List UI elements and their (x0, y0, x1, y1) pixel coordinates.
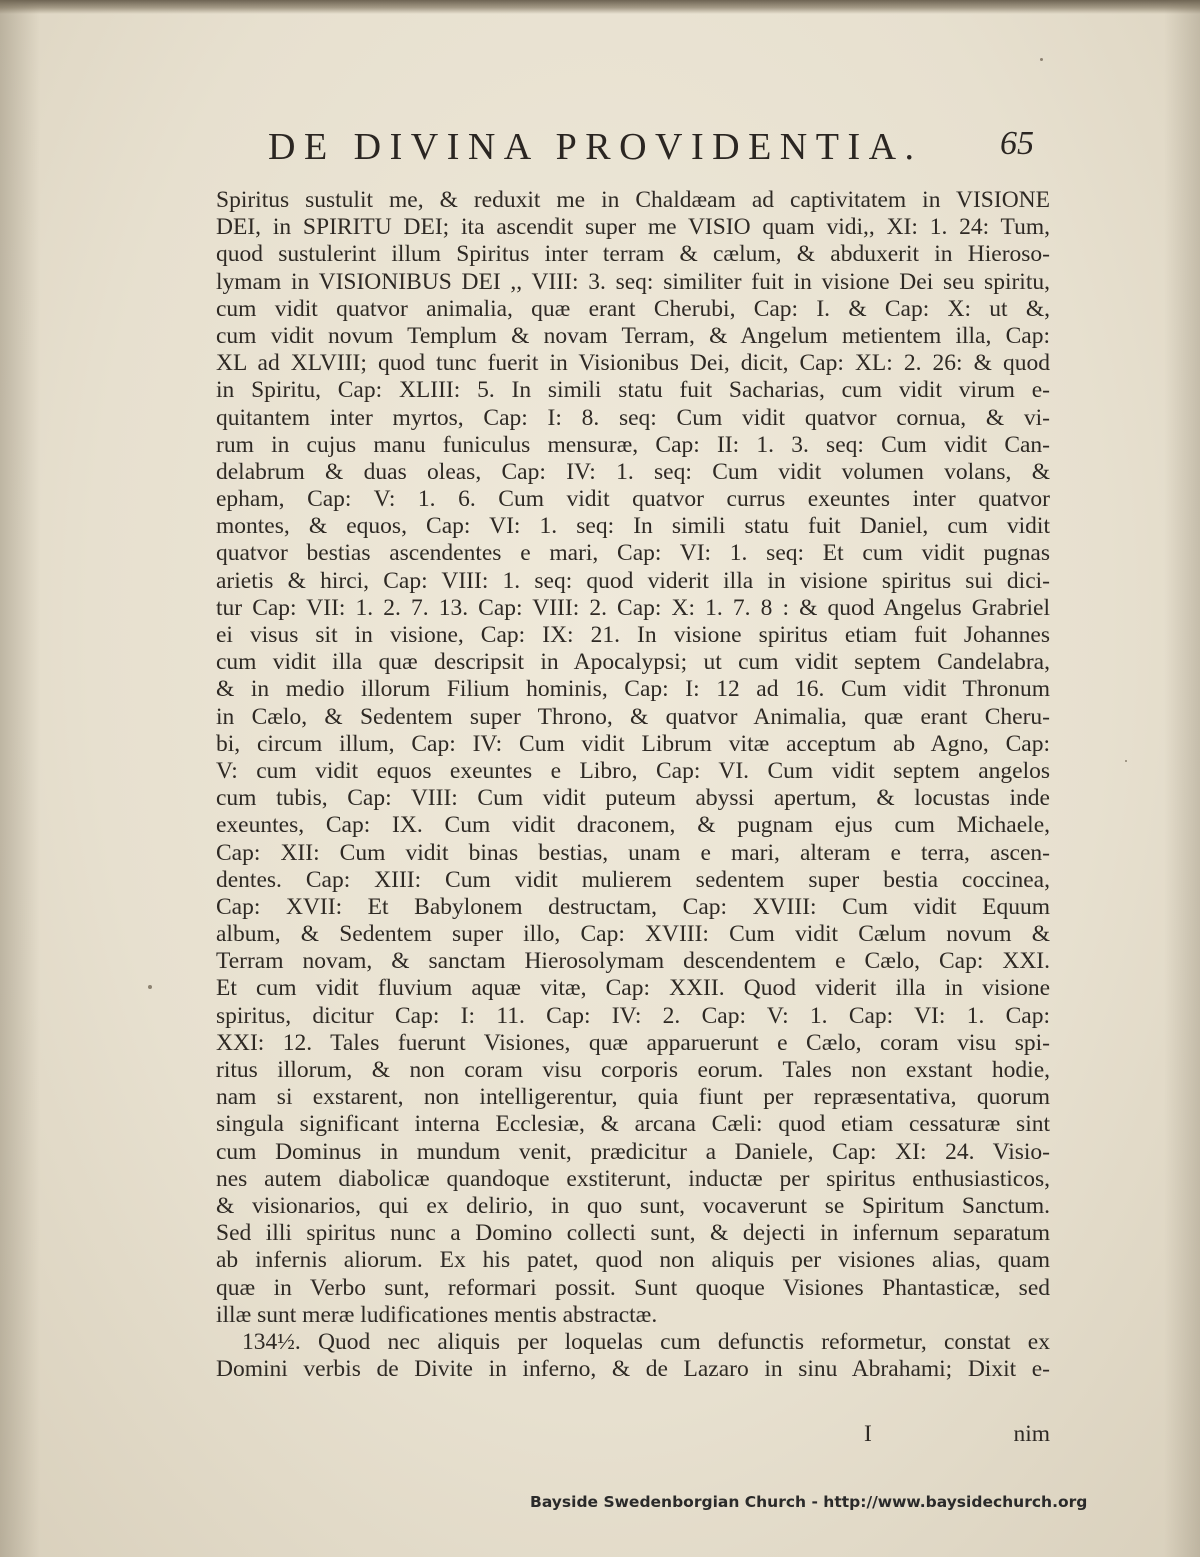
text-line: Spiritus sustulit me, & reduxit me in Chaldæam ad captivitatem in VISIONE (216, 187, 1050, 213)
text-line: exeuntes, Cap: IX. Cum vidit draconem, & pugnam ejus cum Michaele, (216, 812, 1050, 839)
text-line: cum vidit illa quæ descripsit in Apocalypsi; ut cum vidit septem Candelabra, (216, 649, 1050, 676)
paper-speck (1040, 58, 1043, 61)
text-line: quitantem inter myrtos, Cap: I: 8. seq: Cum vidit quatvor cornua, & vi- (216, 404, 1050, 431)
page-left-shadow (0, 0, 40, 1557)
text-line: ab infernis aliorum. Ex his patet, quod non aliquis per visiones alias, quam (216, 1247, 1050, 1274)
signature-mark: I (864, 1421, 872, 1447)
text-line: epham, Cap: V: 1. 6. Cum vidit quatvor currus exeuntes inter quatvor (216, 486, 1050, 513)
text-line: arietis & hirci, Cap: VIII: 1. seq: quod viderit illa in visione spiritus sui dici- (216, 567, 1050, 594)
text-line: Cap: XVII: Et Babylonem destructam, Cap: XVIII: Cum vidit Equum (216, 893, 1050, 920)
text-line: V: cum vidit equos exeuntes e Libro, Cap: VI. Cum vidit septem angelos (216, 757, 1050, 784)
text-line: ritus illorum, & non coram visu corporis eorum. Tales non exstant hodie, (216, 1057, 1050, 1083)
text-line: tur Cap: VII: 1. 2. 7. 13. Cap: VIII: 2. Cap: X: 1. 7. 8 : & quod Angelus Grabriel (216, 594, 1050, 621)
text-line: singula significant interna Ecclesiæ, & arcana Cæli: quod etiam cessaturæ sint (216, 1111, 1050, 1138)
text-line: Cap: XII: Cum vidit binas bestias, unam e mari, alteram e terra, ascen- (216, 839, 1050, 866)
text-line: bi, circum illum, Cap: IV: Cum vidit Librum vitæ acceptum ab Agno, Cap: (216, 730, 1050, 757)
text-line: nam si exstarent, non intelligerentur, quia fiunt per repræsentativa, quorum (216, 1084, 1050, 1111)
text-line: cum vidit quatvor animalia, quæ erant Cherubi, Cap: I. & Cap: X: ut &, (216, 295, 1050, 322)
text-line: spiritus, dicitur Cap: I: 11. Cap: IV: 2. Cap: V: 1. Cap: VI: 1. Cap: (216, 1002, 1050, 1029)
text-line: delabrum & duas oleas, Cap: IV: 1. seq: Cum vidit volumen volans, & (216, 458, 1050, 485)
text-line: DEI, in SPIRITU DEI; ita ascendit super me VISIO quam vidi,, XI: 1. 24: Tum, (216, 214, 1050, 241)
text-line: nes autem diabolicæ quandoque exstiterunt, inductæ per spiritus enthusiasticos, (216, 1165, 1050, 1192)
page-number: 65 (1000, 125, 1034, 162)
page-top-edge (0, 0, 1200, 14)
text-line: cum Dominus in mundum venit, prædicitur a Daniele, Cap: XI: 24. Visio- (216, 1138, 1050, 1165)
text-line: in Spiritu, Cap: XLIII: 5. In simili statu fuit Sacharias, cum vidit virum e- (216, 377, 1050, 404)
text-line: quod sustulerint illum Spiritus inter terram & cælum, & abduxerit in Hieroso- (216, 241, 1050, 268)
text-line: XL ad XLVIII; quod tunc fuerit in Visionibus Dei, dicit, Cap: XL: 2. 26: & quod (216, 350, 1050, 377)
text-line: dentes. Cap: XIII: Cum vidit mulierem sedentem super bestia coccinea, (216, 866, 1050, 893)
text-line: montes, & equos, Cap: VI: 1. seq: In simili statu fuit Daniel, cum vidit (216, 513, 1050, 540)
text-line: Sed illi spiritus nunc a Domino collecti sunt, & dejecti in infernum separatum (216, 1220, 1050, 1247)
text-line: lymam in VISIONIBUS DEI ,, VIII: 3. seq: similiter fuit in visione Dei seu spiritu, (216, 268, 1050, 295)
body-text (216, 187, 1050, 1383)
catch-row (216, 1421, 1050, 1451)
text-line: XXI: 12. Tales fuerunt Visiones, quæ apparuerunt e Cælo, coram visu spi- (216, 1029, 1050, 1056)
text-line: 134½. Quod nec aliquis per loquelas cum defunctis reformetur, constat ex (242, 1328, 1050, 1355)
text-line: Terram novam, & sanctam Hierosolymam descendentem e Cælo, Cap: XXI. (216, 948, 1050, 975)
running-title: DE DIVINA PROVIDENTIA. (268, 126, 923, 168)
text-line: cum vidit novum Templum & novam Terram, & Angelum metientem illa, Cap: (216, 322, 1050, 349)
text-line: quatvor bestias ascendentes e mari, Cap: VI: 1. seq: Et cum vidit pugnas (216, 540, 1050, 567)
text-line: album, & Sedentem super illo, Cap: XVIII: Cum vidit Cælum novum & (216, 921, 1050, 948)
paper-speck (1125, 760, 1127, 762)
text-line: illæ sunt meræ ludificationes mentis abstractæ. (216, 1301, 658, 1328)
text-line: Domini verbis de Divite in inferno, & de Lazaro in sinu Abrahami; Dixit e- (216, 1356, 1050, 1383)
text-line: rum in cujus manu funiculus mensuræ, Cap: II: 1. 3. seq: Cum vidit Can- (216, 431, 1050, 458)
text-line: cum tubis, Cap: VIII: Cum vidit puteum abyssi apertum, & locustas inde (216, 785, 1050, 812)
text-line: & in medio illorum Filium hominis, Cap: I: 12 ad 16. Cum vidit Thronum (216, 676, 1050, 703)
footer-credit: Bayside Swedenborgian Church - http://www.baysidechurch.org (530, 1493, 1088, 1511)
text-line: ei visus sit in visione, Cap: IX: 21. In visione spiritus etiam fuit Johannes (216, 622, 1050, 648)
text-line: quæ in Verbo sunt, reformari possit. Sunt quoque Visiones Phantasticæ, sed (216, 1274, 1050, 1301)
text-line: in Cælo, & Sedentem super Throno, & quatvor Animalia, quæ erant Cheru- (216, 703, 1050, 730)
paper-speck (148, 985, 152, 989)
page-right-shadow (1164, 0, 1200, 1557)
text-line: & visionarios, qui ex delirio, in quo sunt, vocaverunt se Spiritum Sanctum. (216, 1192, 1050, 1219)
catchword: nim (1013, 1421, 1050, 1447)
text-line: Et cum vidit fluvium aquæ vitæ, Cap: XXII. Quod viderit illa in visione (216, 975, 1050, 1002)
